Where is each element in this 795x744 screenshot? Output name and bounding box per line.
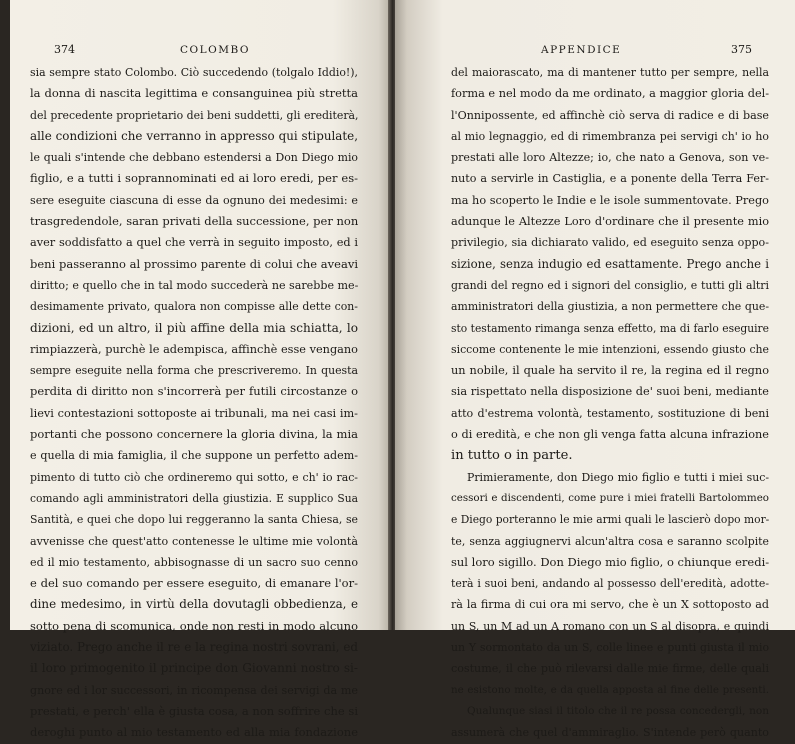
text-line: comando agli amministratori della giustizia. E supplico Sua [30,491,358,505]
text-line: privilegio, sia dichiarato valido, ed eseguito senza oppo- [451,236,769,250]
text-line: e del suo comando per essere eseguito, di emanare l'or- [30,576,358,591]
text-line: aver soddisfatto a quel che verrà in seguito imposto, ed i [30,236,358,250]
text-line: dizioni, ed un altro, il più affine della mia schiatta, lo [30,320,358,335]
text-line: e Diego porteranno le mie armi quali le lascierò dopo mor- [451,513,770,527]
text-line: pimento di tutto ciò che ordineremo qui sotto, e ch' io rac- [30,470,358,484]
text-line: sul loro sigillo. Don Diego mio figlio, o chiunque eredi- [451,554,770,569]
text-line: Primieramente, don Diego mio figlio e tutti i miei suc- [467,470,769,484]
text-line: sia rispettato nella disposizione de' suoi beni, mediante [451,385,769,399]
text-line: trasgredendole, saran privati della successione, per non [30,214,359,229]
text-column [451,62,769,744]
text-line: forma e nel modo da me ordinato, a maggior gloria del- [451,87,770,101]
text-line: prestati, e perch' ella è giusta cosa, a non soffrire che si [30,703,358,718]
running-head: COLOMBO [180,44,250,56]
text-line: avvenisse che quest'atto contenesse le ultime mie volontà [30,534,358,548]
text-line: prestati alle loro Altezze; io, che nato a Genova, son ve- [451,151,769,165]
text-line: in tutto o in parte. [451,448,573,464]
page-number: 374 [54,43,75,56]
text-line: amministratori della giustizia, a non permettere che que- [451,300,769,314]
text-line: portanti che possono concernere la gloria divina, la mia [30,427,358,442]
text-line: sizione, senza indugio ed esattamente. Prego anche i [451,256,769,271]
running-head: APPENDICE [541,44,622,56]
text-line: sempre eseguite nella forma che prescriveremo. In questa [30,364,358,378]
text-line: o di eredità, e che non gli venga fatta alcuna infrazione [451,428,769,442]
text-line: diritto; e quello che in tal modo succederà ne sarebbe me- [30,278,359,292]
text-line: sotto pena di scomunica, onde non resti in modo alcuno [30,618,358,633]
text-line: ma ho scoperto le Indie e le isole summentovate. Prego [451,193,769,207]
text-line: le quali s'intende che debbano estendersi a Don Diego mio [30,151,358,165]
text-line: perdita di diritto non s'incorrerà per futili circostanze o [30,384,358,399]
text-line: nuto a servirle in Castiglia, e a ponente della Terra Fer- [451,172,769,186]
text-line: sere eseguite ciascuna di esse da ognuno dei medesimi: e [30,193,358,207]
text-line: ne esistono molte, e da quella apposta al fine delle presenti. [451,683,769,696]
text-line: viziato. Prego anche il re e la regina nostri sovrani, ed [30,640,358,655]
left-page [10,0,390,740]
text-line: adunque le Altezze Loro d'ordinare che il presente mio [451,215,769,229]
text-line: sto testamento rimanga senza effetto, ma di farlo eseguire [451,321,769,335]
text-line: lievi contestazioni sottoposte ai tribunali, ma nei casi im- [30,406,358,420]
page-number: 375 [731,43,752,56]
text-line: beni passeranno al prossimo parente di colui che aveavi [30,256,358,271]
text-line: deroghi punto al mio testamento ed alla mia fondazione [30,725,358,740]
text-line: gnore ed i lor successori, in ricompensa dei servigi da me [30,683,358,697]
text-line: un S, un M ad un A romano con un S al disopra, e quindi [451,619,769,633]
text-line: assumerà che quel d'ammiraglio. S'intende però quanto [451,726,769,740]
text-line: terà i suoi beni, andando al possesso dell'eredità, adotte- [451,577,769,591]
text-line: del maiorascato, ma di mantener tutto per sempre, nella [451,66,769,79]
text-line: te, senza aggiugnervi alcun'altra cosa e saranno scolpite [451,534,769,548]
text-line: cessori e discendenti, come pure i miei fratelli Bartolommeo [451,491,769,504]
text-line: costume, il che può rilevarsi dalle mie firme, delle quali [451,662,769,676]
text-line: figlio, e a tutti i soprannominati ed ai loro eredi, per es- [30,171,358,186]
text-line: grandi del regno ed i signori del consiglio, e tutti gli altri [451,278,769,292]
text-line: Santità, e quei che dopo lui reggeranno la santa Chiesa, se [30,513,358,527]
text-line: alle condizioni che verranno in appresso qui stipulate, [30,128,358,143]
text-line: rà la firma di cui ora mi servo, che è un X sottoposto ad [451,598,769,612]
text-line: desimamente privato, qualora non compisse alle dette con- [30,300,358,314]
text-line: siccome contenente le mie intenzioni, essendo giusto che [451,342,769,356]
text-line: atto d'estrema volontà, testamento, sostituzione di beni [451,406,769,420]
text-column [30,62,358,744]
text-line: un Y sormontato da un S, colle linee e punti giusta il mio [451,641,769,655]
text-line: un nobile, il quale ha servito il re, la regina ed il regno [451,364,769,378]
text-line: dine medesimo, in virtù della dovutagli obbedienza, e [30,597,358,612]
text-line: e quella di mia famiglia, il che suppone un perfetto adem- [30,449,358,463]
text-line: Qualunque siasi il titolo che il re possa concedergli, non [467,704,769,717]
text-line: rimpiazzerà, purchè le adempisca, affinchè esse vengano [30,342,358,356]
text-line: al mio legnaggio, ed di rimembranza pei servigi ch' io ho [451,129,769,143]
text-line: la donna di nascita legittima e consanguinea più stretta [30,86,358,101]
right-page [395,0,795,740]
text-line: il loro primogenito il principe don Giovanni nostro si- [30,661,358,676]
text-line: ed il mio testamento, abbisognasse di un sacro suo cenno [30,555,358,569]
text-line: del precedente proprietario dei beni suddetti, gli erediterà, [30,108,359,122]
text-line: sia sempre stato Colombo. Ciò succedendo (tolgalo Iddio!), [30,66,358,79]
text-line: l'Onnipossente, ed affinchè ciò serva di radice e di base [451,108,769,122]
